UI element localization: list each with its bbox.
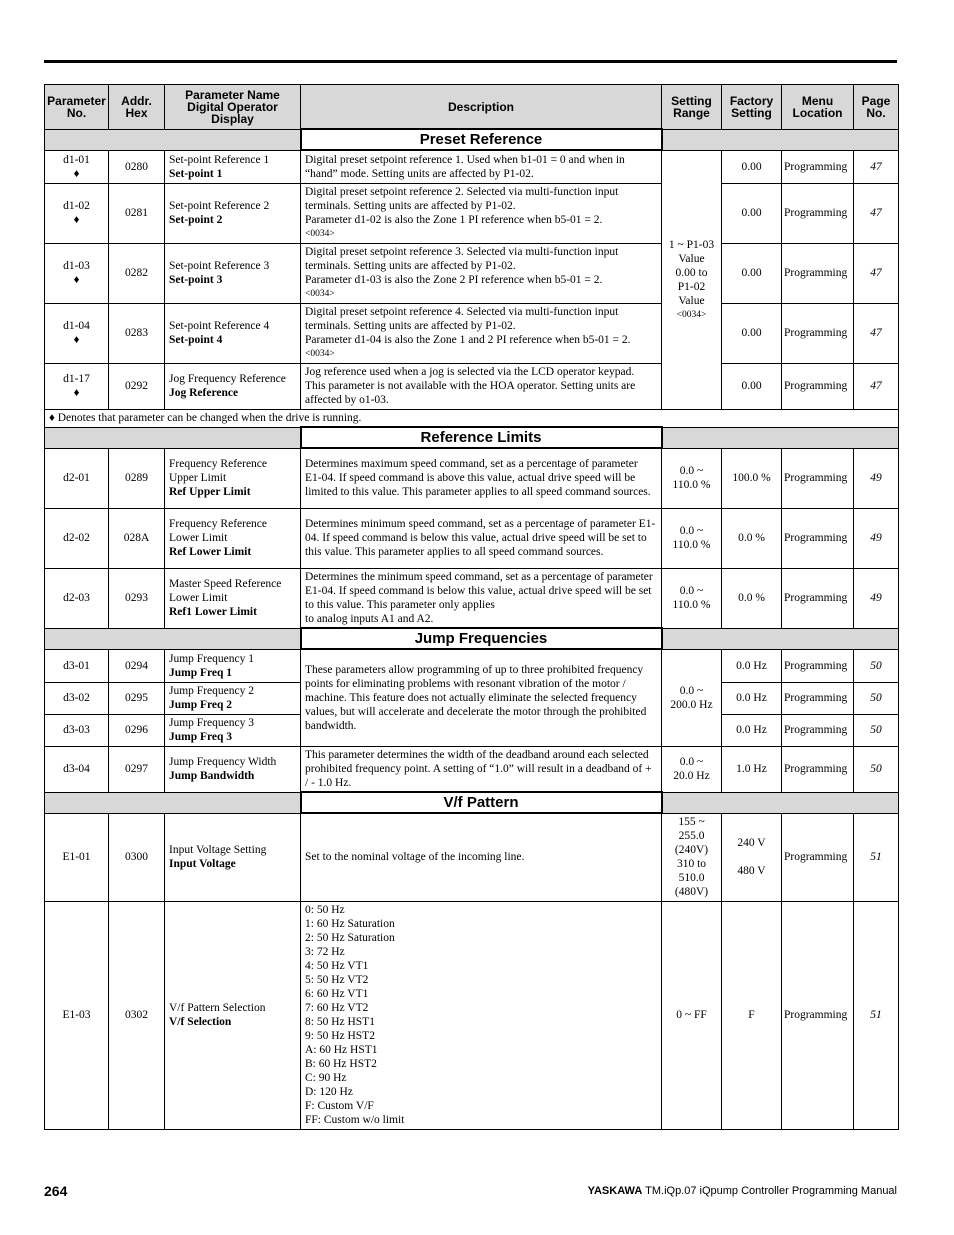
table-row [45, 448, 899, 508]
table-cell [165, 746, 301, 792]
cell-text: Frequency Reference [169, 458, 268, 470]
cell-text: d1-17 [63, 373, 90, 385]
cell-text: Jump Frequency Width [169, 756, 277, 768]
table-cell [662, 129, 899, 150]
top-rule [44, 60, 897, 63]
description: These parameters allow programming of up to three prohibited frequency points for eliminating problems with resonant vibration of the motor / machine. This feature does not actually eliminate the selected frequency values, but will accelerate and decelerate the motor through the prohibited bandwidth. [301, 649, 662, 746]
table-cell: 0295 [109, 682, 165, 714]
cell-text: <0034> [676, 309, 707, 320]
table-cell: 0.0 % [722, 568, 782, 628]
table-cell [165, 649, 301, 682]
cell-text: 0.0 ~ [679, 525, 704, 537]
diamond-icon: ♦ [73, 274, 80, 286]
description [301, 303, 662, 363]
col-setting-range: Setting Range [662, 85, 722, 130]
cell-text: Jump Freq 1 [169, 666, 233, 679]
table-row [45, 363, 899, 409]
cell-text: 155 ~ [678, 816, 705, 828]
table-cell: F [722, 901, 782, 1129]
diamond-icon: ♦ [73, 334, 80, 346]
description: Jog reference used when a jog is selected via the LCD operator keypad. This parameter is not available with the HOA operator. Setting units are affected by o1-03. [301, 363, 662, 409]
cell-text: 0.0 ~ [679, 756, 704, 768]
page-link[interactable]: 49 [854, 508, 899, 568]
cell-text: 20.0 Hz [673, 770, 710, 782]
table-cell [165, 363, 301, 409]
cell-text: Set-point 2 [169, 214, 223, 226]
cell-text: 510.0 [678, 872, 705, 884]
cell-text: Value [678, 252, 705, 265]
option-list [301, 901, 662, 1129]
cell-text: Determines the minimum speed command, set as a percentage of parameter E1-04. If speed command is below this value, actual drive speed will be set to this value. This parameter only applies [305, 570, 653, 611]
diamond-icon: ♦ [73, 387, 80, 399]
table-cell [165, 682, 301, 714]
cell-text: Jog Frequency Reference [169, 373, 286, 385]
table-cell: 0282 [109, 243, 165, 303]
cell-text: Lower Limit [169, 532, 228, 544]
table-cell: 0302 [109, 901, 165, 1129]
cell-text: Jump Frequency 2 [169, 685, 254, 697]
diamond-icon: ♦ [73, 214, 80, 226]
table-cell: 0.00 [722, 243, 782, 303]
cell-text: Ref Upper Limit [169, 486, 251, 498]
table-row [45, 508, 899, 568]
table-cell: 0.00 [722, 150, 782, 183]
table-cell: 0.0 Hz [722, 682, 782, 714]
table-cell [662, 792, 899, 813]
table-cell [45, 243, 109, 303]
cell-text: FF: Custom w/o limit [305, 1114, 405, 1126]
table-row [45, 813, 899, 901]
table-cell: Programming [782, 183, 854, 243]
cell-text: Digital preset setpoint reference 2. Selected via multi-function input terminals. Setting units are affected by P1-02. [305, 186, 619, 212]
section-title: Preset Reference [301, 129, 662, 150]
table-cell [165, 901, 301, 1129]
table-cell: d3-03 [45, 714, 109, 746]
table-cell: 1.0 Hz [722, 746, 782, 792]
description [301, 568, 662, 628]
table-row [45, 901, 899, 1129]
cell-text: Set-point 1 [169, 167, 223, 180]
table-cell: E1-03 [45, 901, 109, 1129]
cell-text: 110.0 % [672, 599, 711, 611]
table-row [45, 150, 899, 183]
table-cell [662, 427, 899, 448]
description: Determines maximum speed command, set as a percentage of parameter E1-04. If speed command is above this value, actual drive speed will be limited to this value. This parameter applies to all speed command sources. [301, 448, 662, 508]
cell-text: V/f Selection [169, 1016, 232, 1028]
cell-text: Digital preset setpoint reference 4. Selected via multi-function input terminals. Setting units are affected by P1-02. [305, 306, 619, 332]
page-link[interactable]: 51 [854, 813, 899, 901]
table-cell: d2-01 [45, 448, 109, 508]
cell-text: Jump Freq 3 [169, 731, 233, 743]
table-cell [722, 813, 782, 901]
col-param-no: Parameter No. [45, 85, 109, 130]
cell-text: Jump Frequency 1 [169, 652, 254, 665]
cell-text: D: 120 Hz [305, 1086, 353, 1098]
table-cell: 0283 [109, 303, 165, 363]
table-row [45, 649, 899, 682]
table-cell [165, 448, 301, 508]
section-header [45, 427, 899, 448]
cell-text: Jump Frequency 3 [169, 717, 254, 729]
parameter-table [44, 84, 899, 1130]
col-factory-setting: Factory Setting [722, 85, 782, 130]
cell-text: B: 60 Hz HST2 [305, 1058, 377, 1070]
diamond-icon: ♦ [73, 167, 80, 180]
table-header [45, 85, 899, 130]
cell-text: Parameter d1-02 is also the Zone 1 PI reference when b5-01 = 2. [305, 214, 603, 226]
table-row [45, 303, 899, 363]
cell-text: Jump Freq 2 [169, 699, 233, 711]
table-cell [45, 150, 109, 183]
cell-text: 0.00 to [675, 266, 708, 279]
page-number: 264 [44, 1183, 68, 1199]
table-cell: 0293 [109, 568, 165, 628]
page-link[interactable]: 50 [854, 682, 899, 714]
table-cell [45, 129, 301, 150]
page-link[interactable]: 50 [854, 746, 899, 792]
cell-text: Lower Limit [169, 592, 228, 604]
table-cell: d3-04 [45, 746, 109, 792]
table-cell: Programming [782, 714, 854, 746]
table-cell: 0292 [109, 363, 165, 409]
footnote: ♦ Denotes that parameter can be changed when the drive is running. [45, 409, 899, 427]
cell-text: Set-point Reference 3 [169, 260, 270, 272]
cell-text [726, 850, 777, 864]
table-cell [165, 183, 301, 243]
table-cell: 0296 [109, 714, 165, 746]
table-cell: 0280 [109, 150, 165, 183]
cell-text: Upper Limit [169, 472, 227, 484]
manual-title [588, 1185, 897, 1197]
section-header [45, 628, 899, 649]
table-cell: d3-02 [45, 682, 109, 714]
cell-text: d1-02 [63, 200, 90, 212]
table-cell [662, 813, 722, 901]
cell-text: (240V) [674, 844, 709, 856]
cell-text: Set-point 3 [169, 274, 223, 286]
setting-range-shared [662, 150, 722, 409]
table-cell [45, 427, 301, 448]
cell-text: d1-03 [63, 260, 90, 272]
cell-text: Input Voltage Setting [169, 844, 267, 856]
table-cell [662, 568, 722, 628]
page-link[interactable]: 51 [854, 901, 899, 1129]
table-cell: Programming [782, 746, 854, 792]
table-cell: Programming [782, 150, 854, 183]
cell-text: 4: 50 Hz VT1 [305, 960, 369, 972]
page-link[interactable]: 47 [854, 303, 899, 363]
table-cell: 0.00 [722, 363, 782, 409]
page-link[interactable]: 47 [854, 243, 899, 303]
cell-text: 0: 50 Hz [305, 904, 345, 916]
table-cell: Programming [782, 649, 854, 682]
cell-text: Parameter d1-03 is also the Zone 2 PI reference when b5-01 = 2. [305, 274, 603, 286]
cell-text: 5: 50 Hz VT2 [305, 974, 369, 986]
cell-text: 0.0 ~ [679, 465, 704, 477]
brand-name: YASKAWA [587, 1185, 643, 1197]
cell-text: 110.0 % [672, 539, 711, 551]
page-link[interactable]: 47 [854, 183, 899, 243]
table-cell: 0.0 Hz [722, 649, 782, 682]
table-cell [662, 508, 722, 568]
table-cell [165, 568, 301, 628]
section-title: Reference Limits [301, 427, 662, 448]
table-cell [45, 628, 301, 649]
table-cell: 0300 [109, 813, 165, 901]
table-cell: Programming [782, 243, 854, 303]
description [301, 183, 662, 243]
cell-text: 240 V [737, 837, 766, 849]
cell-text: A: 60 Hz HST1 [305, 1044, 378, 1056]
page-link[interactable]: 49 [854, 568, 899, 628]
cell-text: 6: 60 Hz VT1 [305, 988, 369, 1000]
table-cell [45, 183, 109, 243]
description [301, 243, 662, 303]
cell-text: Digital preset setpoint reference 3. Selected via multi-function input terminals. Setting units are affected by P1-02. [305, 246, 619, 272]
cell-text: F: Custom V/F [305, 1100, 374, 1112]
table-row [45, 243, 899, 303]
page-link[interactable]: 50 [854, 714, 899, 746]
table-cell: 028A [109, 508, 165, 568]
page-link[interactable]: 47 [854, 150, 899, 183]
table-cell: 0 ~ FF [662, 901, 722, 1129]
table-cell: Programming [782, 813, 854, 901]
table-cell [45, 792, 301, 813]
table-cell: 0.0 % [722, 508, 782, 568]
description: Digital preset setpoint reference 1. Used when b1-01 = 0 and when in “hand” mode. Setting units are affected by P1-02. [301, 150, 662, 183]
cell-text: C: 90 Hz [305, 1072, 347, 1084]
table-cell [165, 813, 301, 901]
table-cell [662, 448, 722, 508]
table-cell [165, 243, 301, 303]
cell-text: 9: 50 Hz HST2 [305, 1030, 375, 1042]
cell-text: 3: 72 Hz [305, 946, 345, 958]
table-cell [662, 628, 899, 649]
cell-text: 0.0 ~ [679, 684, 704, 697]
cell-text: (480V) [674, 886, 709, 898]
cell-text: 480 V [737, 865, 766, 877]
cell-text: Set-point Reference 4 [169, 320, 270, 332]
cell-text: Value [678, 294, 705, 307]
cell-text: Ref1 Lower Limit [169, 606, 257, 618]
table-cell [662, 746, 722, 792]
footnote-row [45, 409, 899, 427]
cell-text: <0034> [305, 229, 335, 239]
table-row [45, 183, 899, 243]
table-cell: 0294 [109, 649, 165, 682]
table-cell: 0.0 Hz [722, 714, 782, 746]
cell-text: Set-point 4 [169, 334, 223, 346]
cell-text: Jog Reference [169, 387, 239, 399]
col-page-no: Page No. [854, 85, 899, 130]
table-cell: 0.00 [722, 303, 782, 363]
description: Determines minimum speed command, set as a percentage of parameter E1-04. If speed command is below this value, actual drive speed will be set to this value. This parameter applies to all speed command sources. [301, 508, 662, 568]
cell-text: 0.0 ~ [679, 585, 704, 597]
table-cell: d2-03 [45, 568, 109, 628]
cell-text: P1-02 [677, 280, 706, 293]
table-cell [45, 303, 109, 363]
cell-text: TM.iQp.07 iQpump Controller Programming Manual [645, 1185, 897, 1197]
cell-text: 255.0 [678, 830, 705, 842]
table-row [45, 568, 899, 628]
cell-text: 2: 50 Hz Saturation [305, 932, 395, 944]
table-cell: Programming [782, 901, 854, 1129]
cell-text: to analog inputs A1 and A2. [305, 612, 434, 625]
table-cell: 100.0 % [722, 448, 782, 508]
table-cell: Programming [782, 363, 854, 409]
cell-text: Jump Bandwidth [169, 770, 255, 782]
table-cell [662, 649, 722, 746]
table-cell: Programming [782, 508, 854, 568]
col-param-name: Parameter Name Digital Operator Display [165, 85, 301, 130]
cell-text: Ref Lower Limit [169, 546, 252, 558]
table-cell: 0.00 [722, 183, 782, 243]
page-link[interactable]: 47 [854, 363, 899, 409]
description: Set to the nominal voltage of the incoming line. [301, 813, 662, 901]
section-header [45, 129, 899, 150]
section-header [45, 792, 899, 813]
table-cell: Programming [782, 682, 854, 714]
table-cell: Programming [782, 568, 854, 628]
table-cell: 0289 [109, 448, 165, 508]
cell-text: Input Voltage [169, 858, 236, 870]
table-cell: Programming [782, 303, 854, 363]
cell-text: Set-point Reference 1 [169, 153, 270, 166]
table-cell [165, 508, 301, 568]
cell-text: V/f Pattern Selection [169, 1002, 266, 1014]
cell-text: Frequency Reference [169, 518, 268, 530]
cell-text: Set-point Reference 2 [169, 200, 270, 212]
col-menu-location: Menu Location [782, 85, 854, 130]
table-cell: d2-02 [45, 508, 109, 568]
section-title: V/f Pattern [301, 792, 662, 813]
table-cell [165, 303, 301, 363]
description: This parameter determines the width of the deadband around each selected prohibited frequency point. A setting of “1.0” will result in a deadband of + / - 1.0 Hz. [301, 746, 662, 792]
cell-text: <0034> [305, 289, 335, 299]
cell-text: 110.0 % [672, 479, 711, 491]
cell-text: 310 to [676, 858, 707, 870]
cell-text: 7: 60 Hz VT2 [305, 1002, 369, 1014]
page-link[interactable]: 50 [854, 649, 899, 682]
cell-text: 8: 50 Hz HST1 [305, 1016, 375, 1028]
cell-text: d1-04 [63, 320, 90, 332]
table-cell: E1-01 [45, 813, 109, 901]
cell-text: 200.0 Hz [670, 698, 713, 711]
table-cell: 0297 [109, 746, 165, 792]
cell-text: 1 ~ P1-03 [668, 238, 715, 251]
cell-text: 1: 60 Hz Saturation [305, 918, 395, 930]
page-link[interactable]: 49 [854, 448, 899, 508]
cell-text: Master Speed Reference [169, 578, 282, 590]
section-title: Jump Frequencies [301, 628, 662, 649]
table-row [45, 746, 899, 792]
table-cell [45, 363, 109, 409]
table-cell [165, 714, 301, 746]
cell-text: Parameter d1-04 is also the Zone 1 and 2 PI reference when b5-01 = 2. [305, 334, 631, 346]
col-addr-hex: Addr. Hex [109, 85, 165, 130]
table-cell: 0281 [109, 183, 165, 243]
table-cell: Programming [782, 448, 854, 508]
table-cell: d3-01 [45, 649, 109, 682]
table-cell [165, 150, 301, 183]
col-description: Description [301, 85, 662, 130]
cell-text: d1-01 [63, 153, 90, 166]
cell-text: <0034> [305, 349, 335, 359]
